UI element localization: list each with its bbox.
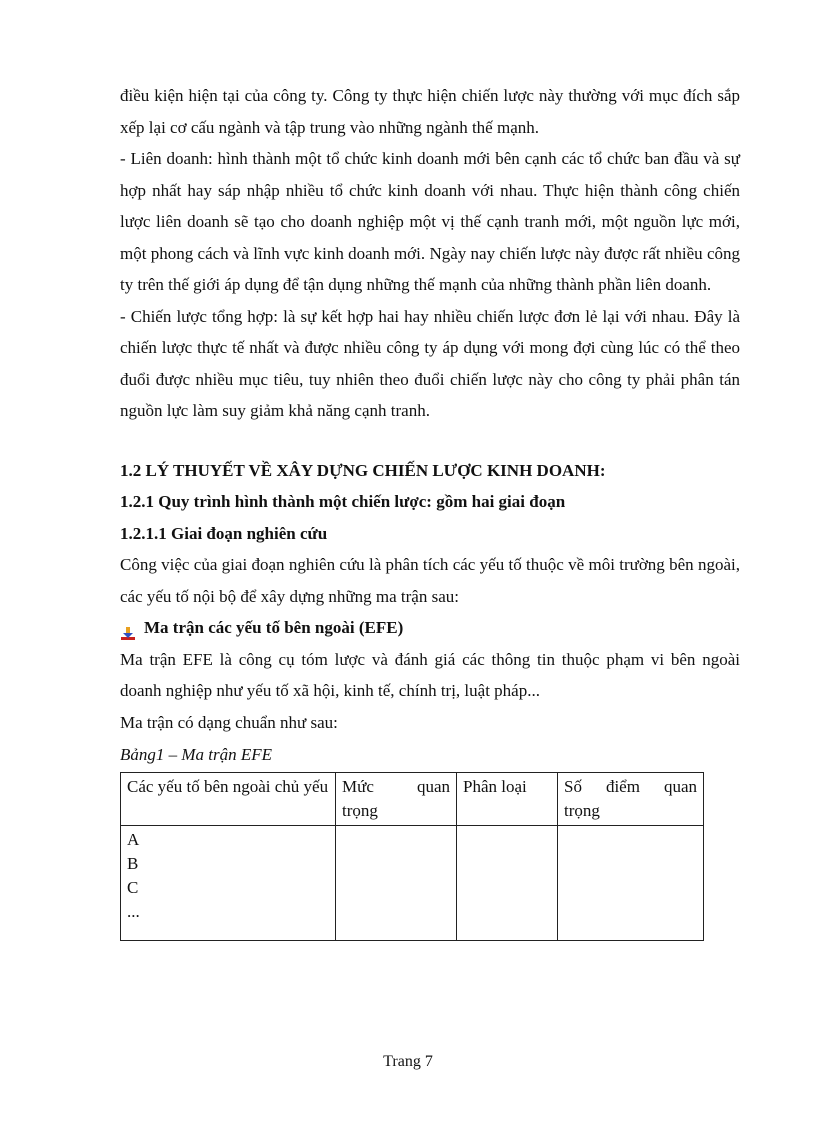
paragraph-research: Công việc của giai đoạn nghiên cứu là phân tích các yếu tố thuộc về môi trường bên ngoài, các yếu tố nội bộ để xây dựng những ma trận sau: (120, 555, 740, 606)
page-number: Trang 7 (383, 1053, 433, 1070)
efe-matrix-table (120, 772, 704, 941)
document-body (120, 80, 740, 941)
section-heading-1-2-1-1: 1.2.1.1 Giai đoạn nghiên cứu (120, 523, 328, 543)
section-heading-1-2-1: 1.2.1 Quy trình hình thành một chiến lược: gồm hai giai đoạn (120, 492, 566, 511)
efe-bullet-heading (120, 612, 740, 644)
paragraph-joint-venture: - Liên doanh: hình thành một tổ chức kinh doanh mới bên cạnh các tổ chức ban đầu và sự hợp nhất hay sáp nhập nhiều tổ chức kinh doanh với nhau. Thực hiện thành công chiến lược liên doanh sẽ tạo cho doanh nghiệp một vị thế cạnh tranh mới, một nguồn lực mới, một phong cách và lĩnh vực kinh doanh mới. Ngày nay chiến lược này được rất nhiều công ty trên thế giới áp dụng để tận dụng những thế mạnh của những thành phần liên doanh. (120, 149, 740, 294)
section-heading-1-2: 1.2 LÝ THUYẾT VỀ XÂY DỰNG CHIẾN LƯỢC KINH DOANH: (120, 460, 606, 480)
factor-list-cell (121, 826, 336, 941)
paragraph-form: Ma trận có dạng chuẩn như sau: (120, 712, 338, 732)
paragraph-intro: điều kiện hiện tại của công ty. Công ty thực hiện chiến lược này thường với mục đích sắp xếp lại cơ cấu ngành và tập trung vào những ngành thế mạnh. (120, 86, 740, 137)
factor-label: C (127, 878, 139, 897)
pointer-arrow-icon (120, 620, 136, 636)
classification-cell (457, 826, 558, 941)
table-header-row (121, 773, 704, 826)
table-caption: Bảng1 – Ma trận EFE (120, 745, 273, 764)
factor-label: B (127, 854, 139, 873)
factor-label: A (127, 830, 140, 849)
weighted-score-cell (558, 826, 704, 941)
paragraph-efe: Ma trận EFE là công cụ tóm lược và đánh giá các thông tin thuộc phạm vi bên ngoài doanh nghiệp như yếu tố xã hội, kinh tế, chính trị, luật pháp... (120, 649, 740, 700)
factor-label: ... (127, 902, 140, 921)
paragraph-combined-strategy: - Chiến lược tổng hợp: là sự kết hợp hai hay nhiều chiến lược đơn lẻ lại với nhau. Đây là chiến lược thực tế nhất và được nhiều công ty áp dụng với mong đợi cùng lúc có thể theo đuổi được nhiều mục tiêu, tuy nhiên theo đuổi chiến lược này cho công ty phải phân tán nguồn lực làm suy giảm khả năng cạnh tranh. (120, 306, 740, 420)
header-external-factors: Các yếu tố bên ngoài chủ yếu (121, 773, 336, 826)
header-weighted-score: Số điểm quan trọng (558, 773, 704, 826)
header-importance: Mức quan trọng (336, 773, 457, 826)
table-row (121, 826, 704, 941)
spacer (120, 427, 740, 455)
importance-cell (336, 826, 457, 941)
header-classification: Phân loại (457, 773, 558, 826)
efe-bullet-label: Ma trận các yếu tố bên ngoài (EFE) (144, 618, 404, 637)
